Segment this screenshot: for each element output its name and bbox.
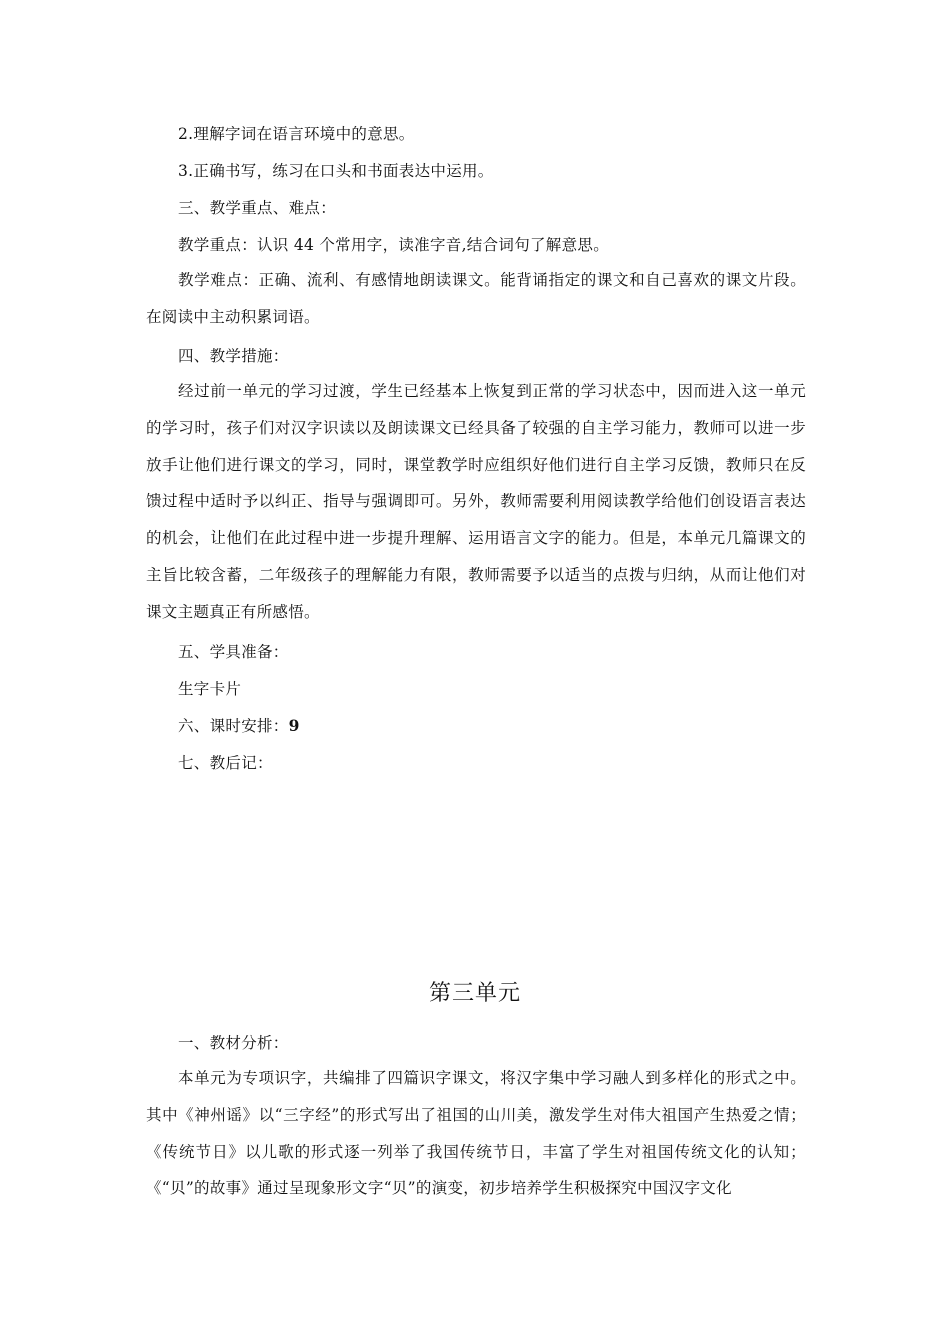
section-4-heading: 四、教学措施： — [178, 347, 289, 365]
teaching-key-point: 教学重点：认识 44 个常用字，读准字音,结合词句了解意思。 — [178, 236, 610, 254]
objective-item-2: 2.理解字词在语言环境中的意思。 — [178, 125, 415, 143]
section-7-heading: 七、教后记： — [178, 754, 273, 772]
section-3-heading: 三、教学重点、难点： — [178, 199, 337, 217]
objective-item-3: 3.正确书写，练习在口头和书面表达中运用。 — [178, 162, 494, 180]
unit-3-title: 第三单元 — [428, 981, 521, 1006]
section-6-heading — [178, 716, 300, 736]
unit-3-section-1-heading: 一、教材分析： — [178, 1034, 289, 1052]
teaching-difficulty: 教学难点：正确、流利、有感情地朗读课文。能背诵指定的课文和自己喜欢的课文片段。在阅读中主动积累词语。 — [146, 271, 806, 326]
unit-3-analysis-paragraph: 本单元为专项识字，共编排了四篇识字课文，将汉字集中学习融人到多样化的形式之中。其中《神州谣》以“三字经”的形式写出了祖国的山川美，激发学生对伟大祖国产生热爱之情；《传统节日》以儿歌的形式逐一列举了我国传统节日，丰富了学生对祖国传统文化的认知；《“贝”的故事》通过呈现象形文字“贝”的演变，初步培养学生积极探究中国汉字文化 — [146, 1069, 806, 1198]
section-6-label: 六、课时安排： — [178, 717, 289, 735]
learning-materials: 生字卡片 — [178, 680, 242, 698]
lesson-count: 9 — [288, 716, 300, 735]
teaching-measures-paragraph: 经过前一单元的学习过渡，学生已经基本上恢复到正常的学习状态中，因而进入这一单元的学习时，孩子们对汉字识读以及朗读课文已经具备了较强的自主学习能力，教师可以进一步放手让他们进行课文的学习，同时，课堂教学时应组织好他们进行自主学习反馈，教师只在反馈过程中适时予以纠正、指导与强调即可。另外，教师需要利用阅读教学给他们创设语言表达的机会，让他们在此过程中进一步提升理解、运用语言文字的能力。但是，本单元几篇课文的主旨比较含蓄，二年级孩子的理解能力有限，教师需要予以适当的点拨与归纳，从而让他们对课文主题真正有所感悟。 — [146, 382, 806, 621]
section-5-heading: 五、学具准备： — [178, 643, 289, 661]
